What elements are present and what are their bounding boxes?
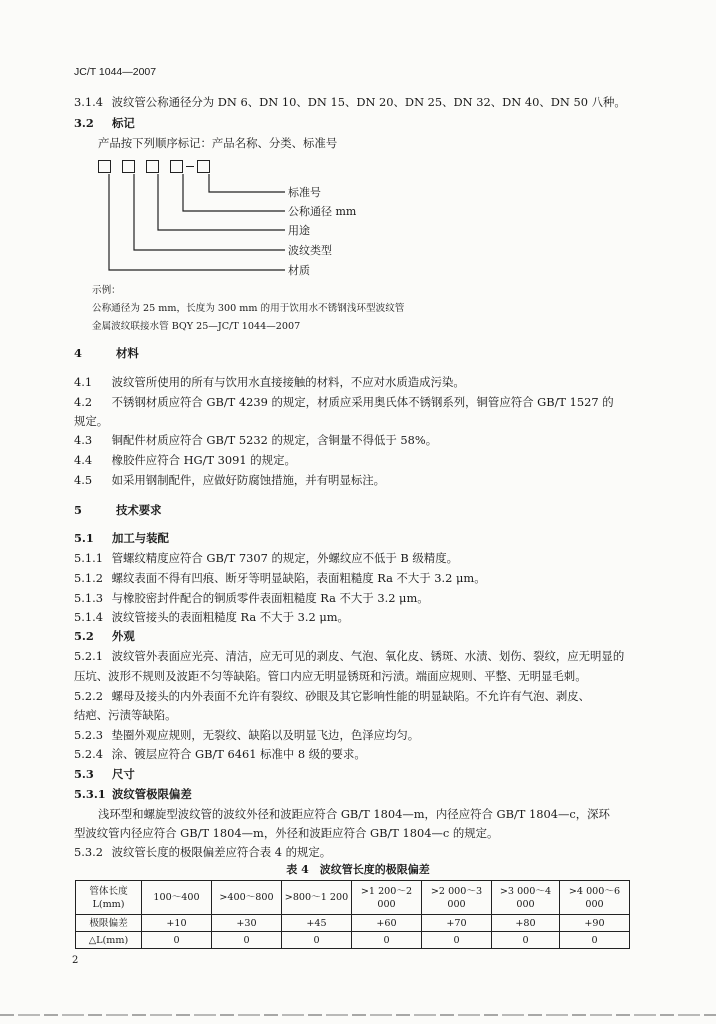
table-cell: +45	[282, 915, 352, 932]
table-head-cell: 管体长度 L(mm)	[76, 881, 142, 915]
section-4-heading: 4 材料	[74, 346, 139, 360]
clause-3-1-4: 3.1.4 波纹管公称通径分为 DN 6、DN 10、DN 15、DN 20、DN 25、DN 32、DN 40、DN 50 八种。	[74, 95, 626, 109]
clause-5-3-1-text: 浅环型和螺旋型波纹管的波纹外径和波距应符合 GB/T 1804—m，内径应符合 GB/T 1804—c，深环	[98, 807, 610, 821]
table-row	[76, 881, 630, 915]
clause-4-2-cont: 规定。	[74, 414, 109, 428]
marking-intro: 产品按下列顺序标记：产品名称、分类、标准号	[98, 136, 338, 150]
table-row	[76, 915, 630, 932]
clause-5-3-heading: 5.3 尺寸	[74, 767, 135, 781]
marking-label: 公称通径 mm	[288, 205, 357, 218]
clause-5-2-4: 5.2.4 涂、镀层应符合 GB/T 6461 标准中 8 级的要求。	[74, 747, 366, 761]
clause-5-2-2-cont: 结疤、污渍等缺陷。	[74, 708, 177, 722]
marking-label: 用途	[288, 224, 310, 237]
table-cell: 0	[212, 932, 282, 949]
table-cell: +70	[422, 915, 492, 932]
clause-5-1-1: 5.1.1 管螺纹精度应符合 GB/T 7307 的规定，外螺纹应不低于 B 级精度。	[74, 551, 458, 565]
table-cell: +80	[492, 915, 560, 932]
clause-4-2: 4.2 不锈钢材质应符合 GB/T 4239 的规定，材质应采用奥氏体不锈钢系列，铜管应符合 GB/T 1527 的	[74, 395, 614, 409]
table-cell: +10	[142, 915, 212, 932]
clause-5-2-1-cont: 压坑、波形不规则及波距不匀等缺陷。管口内应无明显锈斑和污渍。端面应规则、平整、无明显毛刺。	[74, 669, 587, 683]
clause-4-4: 4.4 橡胶件应符合 HG/T 3091 的规定。	[74, 453, 296, 467]
marking-label: 标准号	[288, 186, 321, 199]
table-cell: >1 200～2 000	[352, 881, 422, 915]
table-4-caption: 表 4 波纹管长度的极限偏差	[286, 863, 430, 876]
table-cell: >400～800	[212, 881, 282, 915]
clause-3-2-heading: 3.2 标记	[74, 116, 135, 130]
table-head-cell: 极限偏差	[76, 915, 142, 932]
table-cell: +30	[212, 915, 282, 932]
section-5-heading: 5 技术要求	[74, 503, 162, 517]
scan-edge	[0, 1014, 716, 1016]
page-number: 2	[72, 955, 79, 966]
table-cell: +90	[560, 915, 630, 932]
example-line: 公称通径为 25 mm，长度为 300 mm 的用于饮用水不锈钢浅环型波纹管	[92, 303, 405, 314]
table-cell: >3 000～4 000	[492, 881, 560, 915]
table-cell: 0	[492, 932, 560, 949]
clause-5-1-heading: 5.1 加工与装配	[74, 531, 169, 545]
clause-4-1: 4.1 波纹管所使用的所有与饮用水直接接触的材料，不应对水质造成污染。	[74, 375, 465, 389]
standard-header: JC/T 1044—2007	[74, 66, 157, 78]
clause-5-3-2: 5.3.2 波纹管长度的极限偏差应符合表 4 的规定。	[74, 845, 332, 859]
table-cell: 0	[142, 932, 212, 949]
clause-5-2-1: 5.2.1 波纹管外表面应光亮、清洁，应无可见的剥皮、气泡、氧化皮、锈斑、水渍、划伤、裂纹，应无明显的	[74, 649, 625, 663]
clause-4-3: 4.3 铜配件材质应符合 GB/T 5232 的规定，含铜量不得低于 58%。	[74, 433, 438, 447]
table-cell: >2 000～3 000	[422, 881, 492, 915]
table-cell: +60	[352, 915, 422, 932]
clause-5-1-2: 5.1.2 螺纹表面不得有凹痕、断牙等明显缺陷，表面粗糙度 Ra 不大于 3.2 μm。	[74, 571, 486, 585]
clause-5-2-heading: 5.2 外观	[74, 629, 135, 643]
table-cell: >4 000～6 000	[560, 881, 630, 915]
table-cell: 0	[422, 932, 492, 949]
clause-5-2-2: 5.2.2 螺母及接头的内外表面不允许有裂纹、砂眼及其它影响性能的明显缺陷。不允许有气泡、剥皮、	[74, 689, 591, 703]
example-line: 金属波纹联接水管 BQY 25—JC/T 1044—2007	[92, 321, 301, 332]
clause-5-1-4: 5.1.4 波纹管接头的表面粗糙度 Ra 不大于 3.2 μm。	[74, 610, 349, 624]
table-cell: >800～1 200	[282, 881, 352, 915]
clause-5-1-3: 5.1.3 与橡胶密封件配合的铜质零件表面粗糙度 Ra 不大于 3.2 μm。	[74, 591, 429, 605]
example-title: 示例：	[92, 285, 121, 296]
table-cell: 0	[282, 932, 352, 949]
table-head-cell: △L(mm)	[76, 932, 142, 949]
table-cell: 100～400	[142, 881, 212, 915]
table-cell: 0	[560, 932, 630, 949]
clause-4-5: 4.5 如采用钢制配件，应做好防腐蚀措施，并有明显标注。	[74, 473, 386, 487]
clause-5-2-3: 5.2.3 垫圈外观应规则，无裂纹、缺陷以及明显飞边，色泽应均匀。	[74, 728, 420, 742]
table-4	[75, 880, 630, 949]
clause-5-3-1-cont: 型波纹管内径应符合 GB/T 1804—m，外径和波距应符合 GB/T 1804—c 的规定。	[74, 826, 499, 840]
marking-label: 波纹类型	[288, 244, 332, 257]
clause-5-3-1-heading: 5.3.1 波纹管极限偏差	[74, 787, 192, 801]
table-cell: 0	[352, 932, 422, 949]
table-row	[76, 932, 630, 949]
marking-leader-lines	[0, 0, 716, 290]
marking-label: 材质	[288, 264, 310, 277]
